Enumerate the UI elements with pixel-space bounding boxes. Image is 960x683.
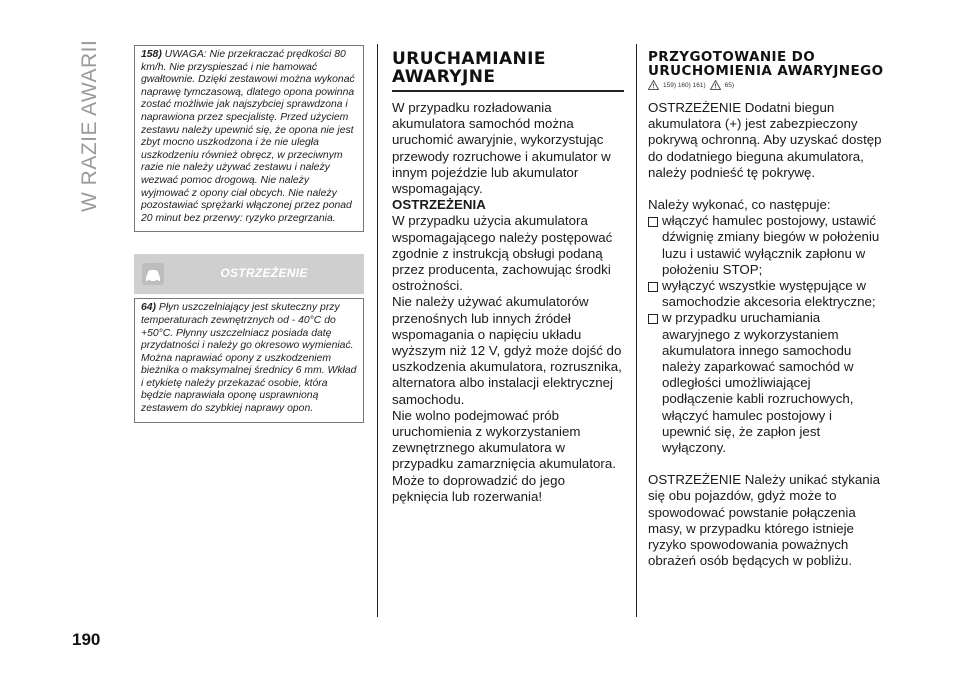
list-item: [648, 310, 884, 456]
left-column: [134, 45, 364, 423]
step-2-text: wyłączyć wszystkie występujące w samochodzie akcesoria elektryczne;: [662, 278, 876, 310]
bullet-square-icon: [648, 282, 658, 292]
note-64-text: Płyn uszczelniający jest skuteczny przy temperaturach zewnętrznych od - 40°C do +50°C. Płynny uszczelniacz posiada datę przydatności i należy go okresowo wymieniać. Można naprawiać opony z uszkodzeniem bieżnika o maksymalnej średnicy 6 mm. Wkład i etykietę należy przekazać osobie, która będzie naprawiała oponę usprawnioną zestawem do szybkiej naprawy opon.: [141, 302, 357, 415]
reference-markers: [648, 80, 884, 90]
note-64-box: [134, 298, 364, 422]
column-divider-1: [377, 44, 378, 617]
middle-body: [392, 100, 624, 505]
chapter-title: W RAZIE AWARII: [78, 39, 101, 212]
reference-numbers-a: 159) 160) 161): [663, 81, 706, 89]
reference-numbers-b: 65): [724, 81, 735, 89]
warnings-subhead: OSTRZEŻENIA: [392, 197, 486, 213]
cover-paragraph: OSTRZEŻENIE Dodatni biegun akumulatora (+) jest zabezpieczony pokrywą ochronną. Aby uzyskać dostęp do dodatniego bieguna akumulatora, należy podnieść tę pokrywę.: [648, 100, 882, 180]
column-divider-2: [636, 44, 637, 617]
step-1-text: włączyć hamulec postojowy, ustawić dźwignię zmiany biegów w położeniu luzu i ustawić wyłącznik zapłonu w położeniu STOP;: [662, 213, 880, 277]
list-item: [648, 213, 884, 278]
step-3-text: w przypadku uruchamiania awaryjnego z wykorzystaniem akumulatora innego samochodu należy zaparkować samochód w odległości umożliwiającej podłączenie kabli rozruchowych, włączyć hamulec postojowy i upewnić się, że zapłon jest wyłączony.: [662, 310, 854, 456]
list-item: [648, 278, 884, 310]
middle-column: [392, 50, 624, 505]
page-number: 190: [72, 630, 101, 649]
right-body: [648, 100, 884, 569]
warning-paragraph-3: Nie wolno podejmować prób uruchomienia z wykorzystaniem zewnętrznego akumulatora w przypadku zamarznięcia akumulatora. Może to doprowadzić do jego pęknięcia lub rozerwania!: [392, 407, 616, 504]
warning-label: OSTRZEŻENIE: [220, 266, 308, 281]
note-64-number: 64): [141, 302, 157, 314]
right-column: [648, 50, 884, 569]
steps-intro: Należy wykonać, co następuje:: [648, 197, 831, 213]
note-158-number: 158): [141, 49, 162, 60]
caution-triangle-icon: [710, 80, 721, 90]
chapter-side-tab: [78, 39, 108, 212]
warning-banner: [134, 254, 364, 294]
note-158-box: [134, 45, 364, 232]
warning-paragraph-2: Nie należy używać akumulatorów przenośnych lub innych źródeł wspomagania o napięciu układu wyższym niż 12 V, gdyż może dojść do uszkodzenia akumulatora, rozrusznika, alternatora albo instalacji elektrycznej samochodu.: [392, 294, 622, 407]
section-title-emergency-start: URUCHAMIANIE AWARYJNE: [392, 49, 546, 87]
contact-warning-paragraph: OSTRZEŻENIE Należy unikać stykania się obu pojazdów, gdyż może to spowodować powstanie połączenia masy, w przypadku którego istnieje ryzyko spowodowania poważnych obrażeń osób będących w pobliżu.: [648, 472, 881, 569]
title-underline: [392, 90, 624, 92]
note-158-text: UWAGA: Nie przekraczać prędkości 80 km/h. Nie przyspieszać i nie hamować gwałtownie. Dzięki zestawowi można wykonać naprawę tymczasową, dlatego opona powinna zostać możliwie jak najszybciej sprawdzona i naprawiona przez specjalistę. Przed użyciem zestawu należy upewnić się, że opona nie jest zbyt mocno uszkodzona i że nie uległa uszkodzeniu również obręcz, w przeciwnym razie nie należy używać zestawu i należy wezwać pomoc drogową. Nie należy wyjmować z opony ciał obcych. Nie należy pozostawiać sprężarki włączonej przez ponad 20 minut bez przerwy: ryzyko przegrzania.: [141, 49, 355, 224]
bullet-square-icon: [648, 314, 658, 324]
warning-paragraph-1: W przypadku użycia akumulatora wspomagającego należy postępować zgodnie z instrukcją obsługi podaną przez producenta, zachowując środki ostrożności.: [392, 213, 613, 294]
warning-triangle-icon: [648, 80, 659, 90]
intro-paragraph: W przypadku rozładowania akumulatora samochód można uruchomić awaryjnie, wykorzystując przewody rozruchowe i akumulator w innym pojeździe lub akumulator wspomagający.: [392, 100, 611, 197]
bullet-square-icon: [648, 217, 658, 227]
section-title-preparation: PRZYGOTOWANIE DO URUCHOMIENIA AWARYJNEGO: [648, 49, 884, 79]
